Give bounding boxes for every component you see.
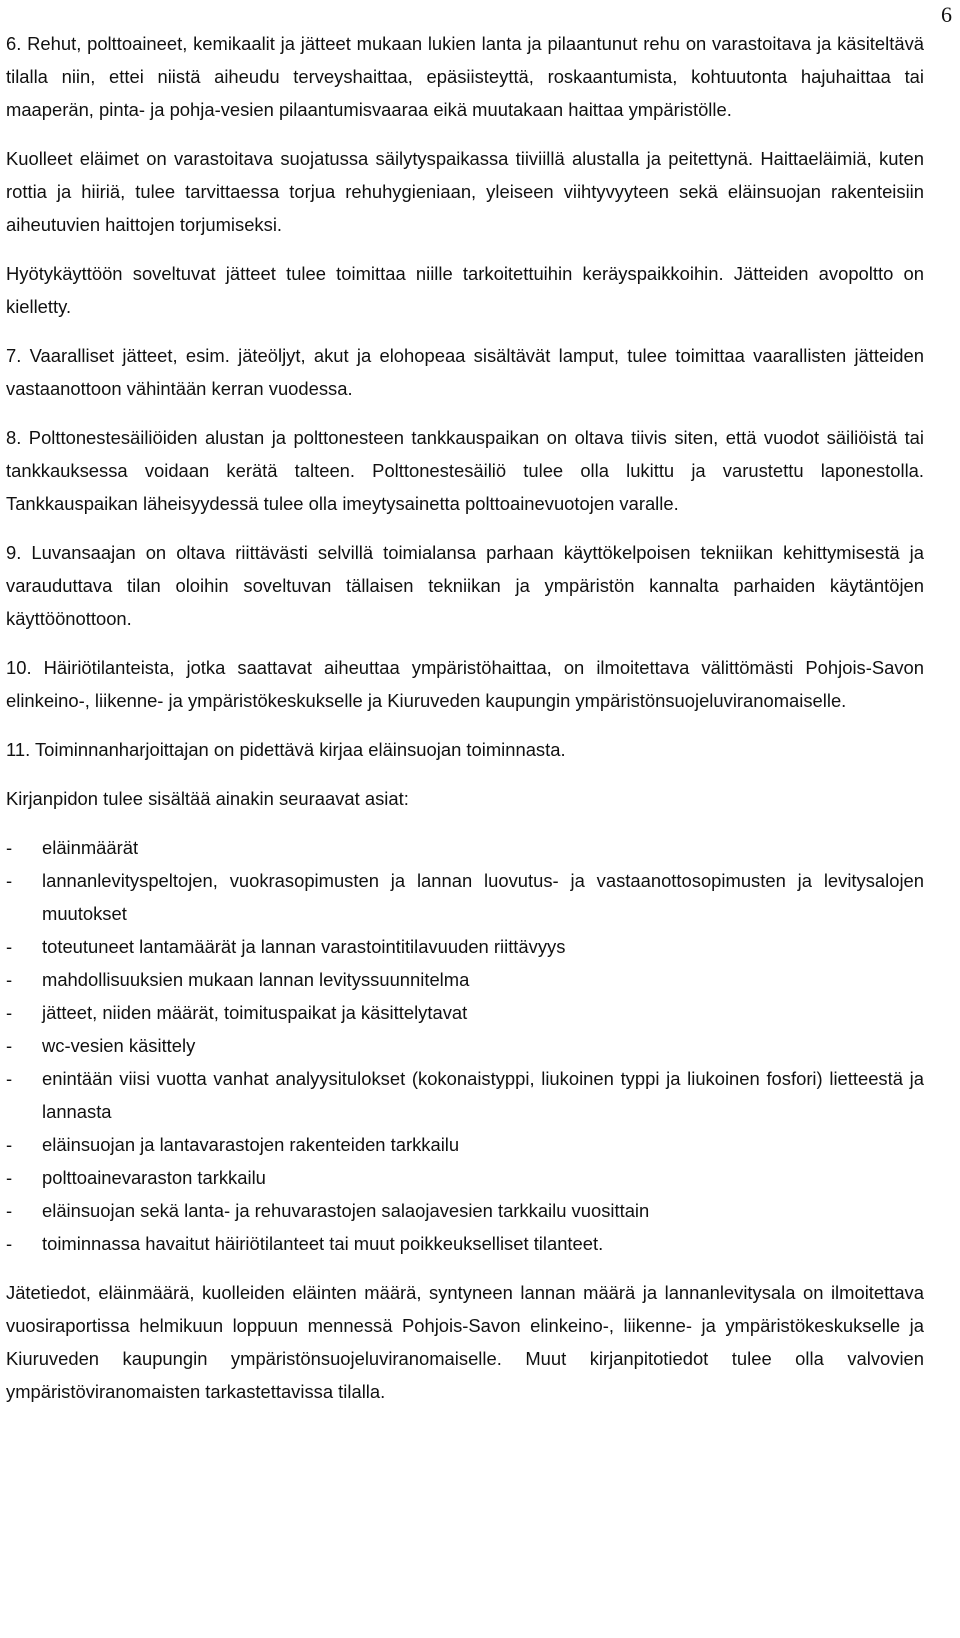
paragraph-recyclable-waste: Hyötykäyttöön soveltuvat jätteet tulee toimittaa niille tarkoitettuihin keräyspaikkoihin. Jätteiden avopoltto on kielletty. <box>6 263 924 317</box>
list-item: - jätteet, niiden määrät, toimituspaikat ja käsittelytavat <box>6 996 924 1029</box>
paragraph-item-11: 11. Toiminnanharjoittajan on pidettävä kirjaa eläinsuojan toiminnasta. <box>6 739 566 760</box>
document-body <box>6 27 924 1424</box>
page-number: 6 <box>941 2 952 27</box>
paragraph-annual-report: Jätetiedot, eläinmäärä, kuolleiden eläinten määrä, syntyneen lannan määrä ja lannanlevitysala on ilmoitettava vuosiraportissa helmikuun loppuun mennessä Pohjois-Savon elinkeino-, liikenne- ja ympäristökeskukselle ja Kiuruveden kaupungin ympäristönsuojeluviranomaiselle. Muut kirjanpitotiedot tulee olla valvovien ympäristöviranomaisten tarkastettavissa tilalla. <box>6 1282 924 1402</box>
list-item: - mahdollisuuksien mukaan lannan levityssuunnitelma <box>6 963 924 996</box>
list-item: - toiminnassa havaitut häiriötilanteet tai muut poikkeukselliset tilanteet. <box>6 1227 924 1260</box>
list-item: - eläinsuojan sekä lanta- ja rehuvarastojen salaojavesien tarkkailu vuosittain <box>6 1194 924 1227</box>
list-item: - polttoainevaraston tarkkailu <box>6 1161 924 1194</box>
paragraph-item-10: 10. Häiriötilanteista, jotka saattavat aiheuttaa ympäristöhaittaa, on ilmoitettava välittömästi Pohjois-Savon elinkeino-, liikenne- ja ympäristökeskukselle ja Kiuruveden kaupungin ympäristönsuojeluviranomaiselle. <box>6 657 924 711</box>
paragraph-dead-animals: Kuolleet eläimet on varastoitava suojatussa säilytyspaikassa tiiviillä alustalla ja peitettynä. Haittaeläimiä, kuten rottia ja hiiriä, tulee tarvittaessa torjua rehuhygieniaan, yleiseen viihtyvyyteen sekä eläinsuojan rakenteisiin aiheutuvien haittojen torjumiseksi. <box>6 148 924 235</box>
paragraph-item-7: 7. Vaaralliset jätteet, esim. jäteöljyt, akut ja elohopeaa sisältävät lamput, tulee toimittaa vaarallisten jätteiden vastaanottoon vähintään kerran vuodessa. <box>6 345 924 399</box>
paragraph-item-6: 6. Rehut, polttoaineet, kemikaalit ja jätteet mukaan lukien lanta ja pilaantunut rehu on varastoitava ja käsiteltävä tilalla niin, ettei niistä aiheudu terveyshaittaa, epäsiisteyttä, roskaantumista, kohtuutonta hajuhaittaa tai maaperän, pinta- ja pohja-vesien pilaantumisvaaraa eikä muutakaan haittaa ympäristölle. <box>6 33 924 120</box>
list-item: - lannanlevityspeltojen, vuokrasopimusten ja lannan luovutus- ja vastaanottosopimusten ja levitysalojen muutokset <box>6 864 924 930</box>
paragraph-item-8: 8. Polttonestesäiliöiden alustan ja polttonesteen tankkauspaikan on oltava tiivis siten, että vuodot säiliöistä tai tankkauksessa voidaan kerätä talteen. Polttonestesäiliö tulee olla lukittu ja varustettu laponestolla. Tankkauspaikan läheisyydessä tulee olla imeytysainetta polttoainevuotojen varalle. <box>6 427 924 514</box>
paragraph-list-intro: Kirjanpidon tulee sisältää ainakin seuraavat asiat: <box>6 788 409 809</box>
record-keeping-list <box>6 831 924 1260</box>
list-item: - eläinsuojan ja lantavarastojen rakenteiden tarkkailu <box>6 1128 924 1161</box>
list-item: - eläinmäärät <box>6 831 924 864</box>
list-item: - wc-vesien käsittely <box>6 1029 924 1062</box>
list-item: - toteutuneet lantamäärät ja lannan varastointitilavuuden riittävyys <box>6 930 924 963</box>
list-item: - enintään viisi vuotta vanhat analyysitulokset (kokonaistyppi, liukoinen typpi ja liukoinen fosfori) lietteestä ja lannasta <box>6 1062 924 1128</box>
paragraph-item-9: 9. Luvansaajan on oltava riittävästi selvillä toimialansa parhaan käyttökelpoisen tekniikan kehittymisestä ja varauduttava tilan oloihin soveltuvan tällaisen tekniikan ja ympäristön kannalta parhaiden käytäntöjen käyttöönottoon. <box>6 542 924 629</box>
